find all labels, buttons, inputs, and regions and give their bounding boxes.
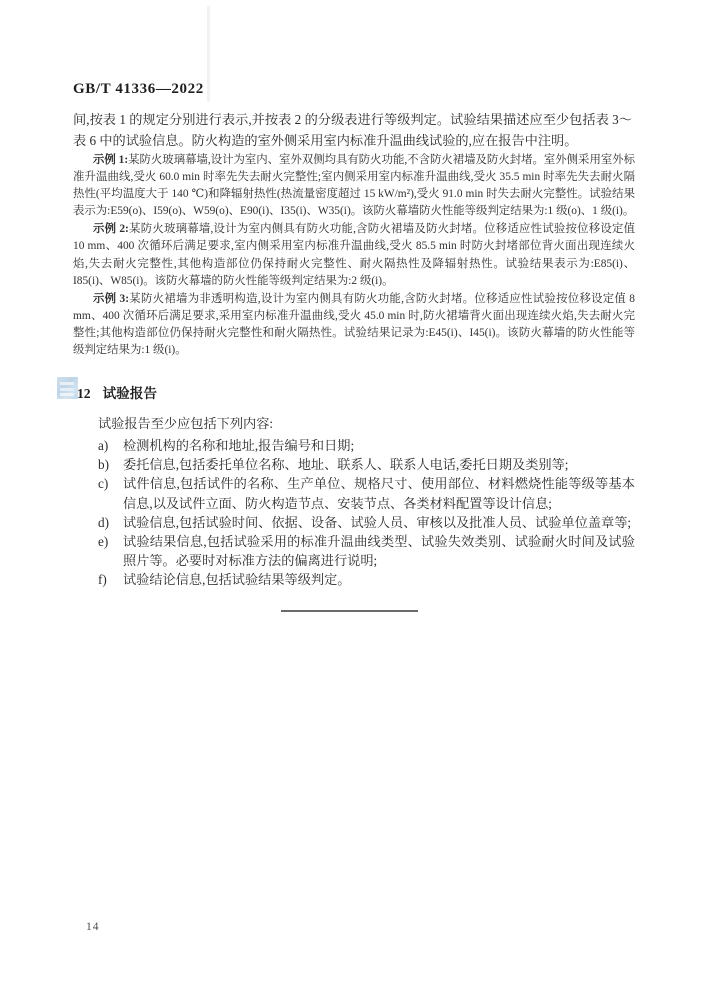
- list-item-e: [98, 532, 635, 570]
- standard-code-header: GB/T 41336—2022: [73, 81, 204, 97]
- section-number: 12: [77, 386, 91, 401]
- list-item-f-text: 试验结论信息,包括试验结果等级判定。: [123, 572, 351, 588]
- page-number: 14: [86, 921, 100, 933]
- list-item-c-marker: c): [98, 476, 109, 492]
- list-item-a-marker: a): [98, 438, 109, 453]
- list-item-b-text: 委托信息,包括委托单位名称、地址、联系人、联系人电话,委托日期及类别等;: [123, 457, 569, 473]
- blue-stamp-watermark: [57, 377, 78, 399]
- example-1: [73, 152, 635, 220]
- list-item-d: [98, 513, 635, 532]
- example-1-text: 某防火玻璃幕墙,设计为室内、室外双侧均具有防火功能,不含防火裙墙及防火封堵。室外侧采用室外标准升温曲线,受火 60.0 min 时率先失去耐火完整性;室内侧采用室内标准升温曲线,受火 35.5 min 时率先失去耐火隔热性(平均温度大于 140 ℃)和降辐射热性(热流量密度超过 15 kW/m²),受火 91.0 min 时失去耐火完整性。试验结果表示为:E59(o)、I59(o)、W59(o)、E90(i)、I35(i)、W35(i)。该防火幕墙防火性能等级判定结果为:1 级(o)、1 级(i)。: [73, 154, 636, 218]
- list-item-a: [98, 436, 635, 455]
- list-item-f-marker: f): [98, 572, 107, 588]
- list-item-e-marker: e): [98, 534, 109, 550]
- example-2-text: 某防火玻璃幕墙,设计为室内侧具有防火功能,含防火裙墙及防火封堵。位移适应性试验按位移设定值 10 mm、400 次循环后满足要求,室内侧采用室内标准升温曲线,受火 85.5 min 时防火封堵部位背火面出现连续火焰,失去耐火完整性,其他构造部位仍保持耐火完整性、耐火隔热性及降辐射热性。试验结果表示为:E85(i)、I85(i)、W85(i)。该防火幕墙的防火性能等级判定结果为:2 级(i)。: [73, 223, 636, 287]
- example-3: [73, 291, 635, 359]
- list-item-c: [98, 474, 635, 512]
- end-of-text-rule: [281, 610, 418, 612]
- example-3-label: 示例 3:: [93, 292, 129, 305]
- continuation-paragraph: 间,按表 1 的规定分别进行表示,并按表 2 的分级表进行等级判定。试验结果描述应至少包括表 3～表 6 中的试验信息。防火构造的室外侧采用室内标准升温曲线试验的,应在报告中注明。: [73, 112, 632, 148]
- example-1-label: 示例 1:: [93, 154, 129, 166]
- section-12-heading: [77, 382, 157, 402]
- list-item-d-text: 试验信息,包括试验时间、依据、设备、试验人员、审核以及批准人员、试验单位盖章等;: [123, 514, 632, 530]
- examples-block: [73, 152, 635, 360]
- list-item-e-text: 试验结果信息,包括试验采用的标准升温曲线类型、试验失效类别、试验耐火时间及试验照片等。必要时对标准方法的偏离进行说明;: [123, 534, 635, 569]
- list-item-c-text: 试件信息,包括试件的名称、生产单位、规格尺寸、使用部位、材料燃烧性能等级等基本信息,以及试件立面、防火构造节点、安装节点、各类材料配置等设计信息;: [123, 476, 635, 511]
- list-item-b-marker: b): [98, 457, 109, 473]
- list-item-b: [98, 455, 635, 474]
- section-title: 试验报告: [102, 386, 157, 401]
- example-3-text: 某防火裙墙为非透明构造,设计为室内侧具有防火功能,含防火封堵。位移适应性试验按位移设定值 8 mm、400 次循环后满足要求,采用室内标准升温曲线,受火 45.0 min 时,防火裙墙背火面出现连续火焰,失去耐火完整性;其他构造部位仍保持耐火完整性和耐火隔热性。试验结果记录为:E45(i)、I45(i)。该防火幕墙的防火性能等级判定结果为:1 级(i)。: [73, 292, 635, 357]
- scan-artifact: [207, 6, 210, 102]
- example-2-label: 示例 2:: [93, 223, 129, 236]
- list-item-d-marker: d): [98, 514, 109, 530]
- list-item-f: [98, 570, 635, 589]
- list-item-a-text: 检测机构的名称和地址,报告编号和日期;: [123, 438, 355, 453]
- requirement-list: [98, 436, 635, 590]
- example-2: [73, 221, 635, 289]
- list-intro: 试验报告至少应包括下列内容:: [98, 416, 274, 431]
